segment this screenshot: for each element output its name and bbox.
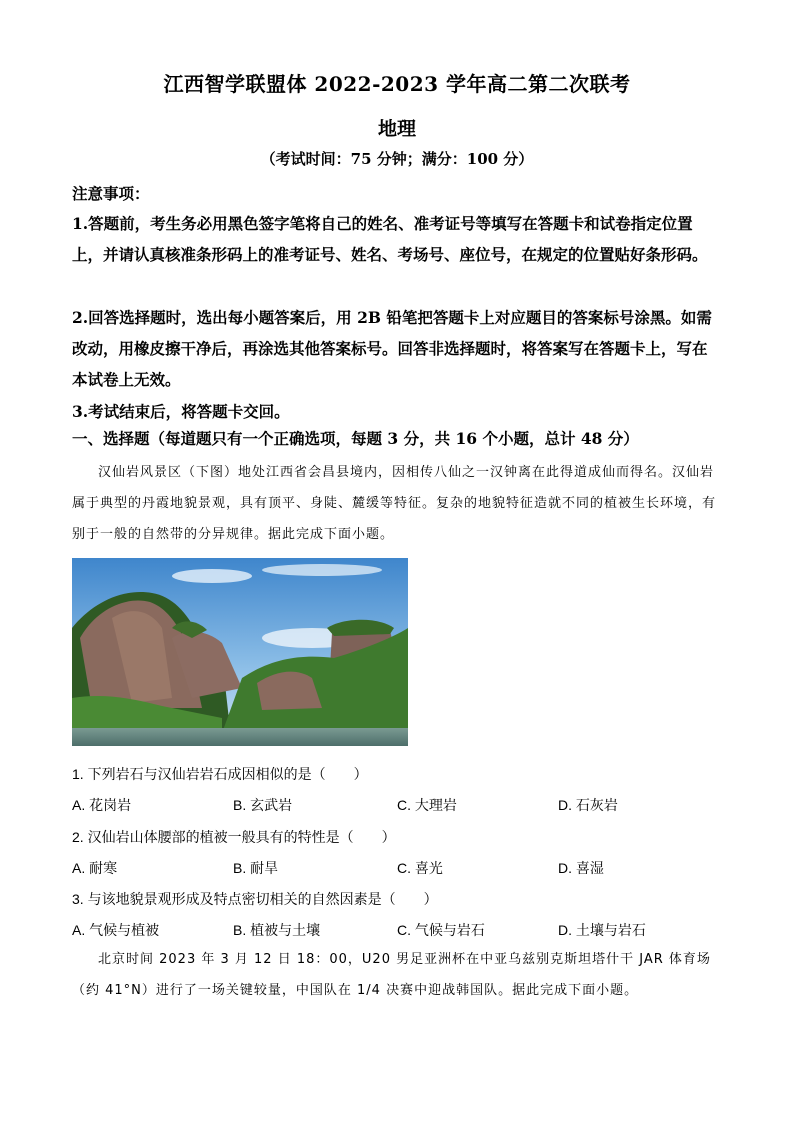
question-2-stem: 2. 汉仙岩山体腰部的植被一般具有的特性是（ ） xyxy=(72,829,396,845)
question-1-stem: 1. 下列岩石与汉仙岩岩石成因相似的是（ ） xyxy=(72,766,368,782)
question-3-stem: 3. 与该地貌景观形成及特点密切相关的自然因素是（ ） xyxy=(72,891,438,907)
question-1-option-b: B. 玄武岩 xyxy=(233,797,293,813)
question-2-option-b: B. 耐旱 xyxy=(233,860,279,876)
notice-item-3: 3.考试结束后，将答题卡交回。 xyxy=(72,402,290,421)
question-3-option-b: B. 植被与土壤 xyxy=(233,922,321,938)
question-1-option-a: A. 花岗岩 xyxy=(72,797,132,813)
exam-title: 江西智学联盟体 2022-2023 学年高二第二次联考 xyxy=(163,72,631,96)
question-2-option-d: D. 喜湿 xyxy=(558,860,604,876)
question-3-option-c: C. 气候与岩石 xyxy=(397,922,485,938)
question-1-option-c: C. 大理岩 xyxy=(397,797,457,813)
question-2-option-c: C. 喜光 xyxy=(397,860,443,876)
notice-heading: 注意事项： xyxy=(72,184,150,203)
notice-item-2: 2.回答选择题时，选出每小题答案后，用 2B 铅笔把答题卡上对应题目的答案标号涂黑。如需改动，用橡皮擦干净后，再涂选其他答案标号。回答非选择题时，将答案写在答题卡上，写在本试卷上无效。 xyxy=(72,308,712,389)
reading-passage-2: 北京时间 2023 年 3 月 12 日 18：00，U20 男足亚洲杯在中亚乌兹别克斯坦塔什干 JAR 体育场（约 41°N）进行了一场关键较量，中国队在 1/4 决赛中迎战韩国队。据此完成下面小题。 xyxy=(72,952,711,998)
exam-info: （考试时间：75 分钟；满分：100 分） xyxy=(260,150,534,168)
question-2-option-a: A. 耐寒 xyxy=(72,860,118,876)
reading-passage-1: 汉仙岩风景区（下图）地处江西省会昌县境内，因相传八仙之一汉钟离在此得道成仙而得名。汉仙岩属于典型的丹霞地貌景观，具有顶平、身陡、麓缓等特征。复杂的地貌特征造就不同的植被生长环境，有别于一般的自然带的分异规律。据此完成下面小题。 xyxy=(72,465,717,542)
section-heading: 一、选择题（每道题只有一个正确选项，每题 3 分，共 16 个小题，总计 48 分） xyxy=(72,429,639,448)
question-3-option-a: A. 气候与植被 xyxy=(72,922,160,938)
subject-title: 地理 xyxy=(377,118,416,140)
question-1-option-d: D. 石灰岩 xyxy=(558,797,618,813)
question-3-option-d: D. 土壤与岩石 xyxy=(558,922,646,938)
danxia-landscape-photo xyxy=(72,558,408,746)
notice-item-1: 1.答题前，考生务必用黑色签字笔将自己的姓名、准考证号等填写在答题卡和试卷指定位置上，并请认真核准条形码上的准考证号、姓名、考场号、座位号，在规定的位置贴好条形码。 xyxy=(72,214,708,264)
